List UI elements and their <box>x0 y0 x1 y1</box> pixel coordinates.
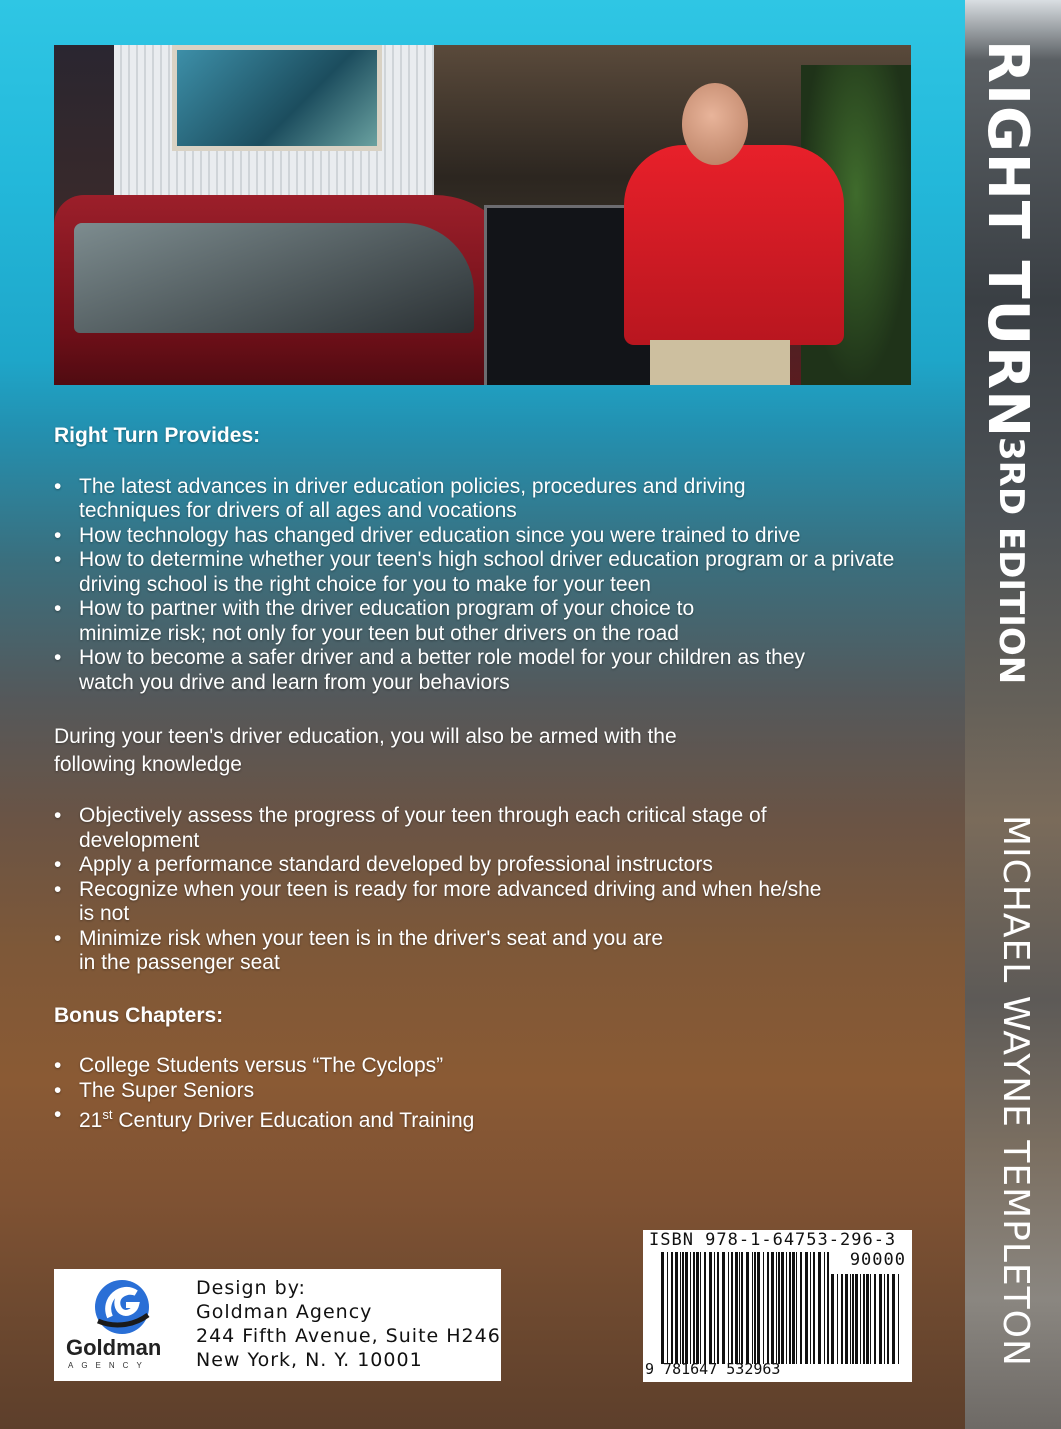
bonus-heading: Bonus Chapters: <box>54 1003 224 1027</box>
barcode-bar <box>680 1252 681 1364</box>
bonus-item-suffix: st <box>102 1107 113 1122</box>
designer-box <box>54 1269 501 1381</box>
barcode-bar <box>870 1274 871 1364</box>
barcode-bar <box>661 1252 664 1364</box>
barcode-bar <box>709 1252 712 1364</box>
knowledge-intro: During your teen's driver education, you will also be armed with the following knowledge <box>54 725 677 776</box>
barcode-bar <box>800 1252 802 1364</box>
list-item: • How to determine whether your teen's high school driver education program or a private driving school is the right choice for you to make for your teen <box>54 548 934 597</box>
barcode-bar <box>792 1252 795 1364</box>
barcode-bar <box>767 1252 769 1364</box>
barcode-bar <box>892 1274 895 1364</box>
barcode-bar <box>860 1274 861 1364</box>
designer-label: Design by: <box>196 1277 306 1299</box>
barcode-bar <box>682 1252 684 1364</box>
barcode-bar <box>728 1252 729 1364</box>
photo-person-legs <box>650 340 790 385</box>
barcode-bar <box>771 1252 774 1364</box>
barcode-bar <box>850 1274 851 1364</box>
list-item: • The latest advances in driver education policies, procedures and driving techniques for drivers of all ages and vocations <box>54 475 934 524</box>
barcode-bar <box>700 1252 701 1364</box>
barcode-bar <box>675 1252 678 1364</box>
barcode-bar <box>735 1252 738 1364</box>
barcode-bar <box>704 1252 706 1364</box>
barcode-bar <box>741 1252 743 1364</box>
barcode-bar <box>831 1274 834 1364</box>
photo-person <box>624 145 844 345</box>
barcode-bar <box>866 1274 869 1364</box>
spine-title <box>975 40 1040 438</box>
bonus-list <box>54 1054 934 1134</box>
barcode-graphic <box>661 1252 831 1364</box>
list-item <box>54 1103 934 1134</box>
price-barcode-graphic <box>831 1274 901 1364</box>
list-item: • Apply a performance standard developed by professional instructors <box>54 853 934 878</box>
barcode-bar <box>685 1252 688 1364</box>
barcode-bar <box>696 1252 699 1364</box>
barcode-bar <box>813 1252 815 1364</box>
list-item: • College Students versus “The Cyclops” <box>54 1054 934 1079</box>
description <box>54 424 934 1134</box>
designer-address1: 244 Fifth Avenue, Suite H246 <box>196 1325 501 1347</box>
barcode-bar <box>690 1252 691 1364</box>
list-item: • How to become a safer driver and a better role model for your children as they watch you drive and learn from your behaviors <box>54 646 934 695</box>
barcode-bar <box>693 1252 695 1364</box>
logo-subtitle: AGENCY <box>68 1361 150 1370</box>
barcode-bar <box>796 1252 797 1364</box>
barcode-bar <box>810 1252 811 1364</box>
barcode-bar <box>852 1274 854 1364</box>
barcode-bar <box>781 1252 784 1364</box>
designer-info <box>196 1276 501 1372</box>
spine-edition: 3RD EDITION <box>991 437 1031 685</box>
list-item: • Minimize risk when your teen is in the driver's seat and you are in the passenger seat <box>54 927 934 976</box>
isbn-text: ISBN 978-1-64753-296-3 <box>649 1230 897 1250</box>
barcode-bar <box>837 1274 838 1364</box>
barcode-bar <box>841 1274 843 1364</box>
barcode-bar <box>763 1252 764 1364</box>
designer-name: Goldman Agency <box>196 1301 373 1323</box>
author-photo <box>54 45 911 385</box>
barcode-bar <box>786 1252 787 1364</box>
list-item: • Recognize when your teen is ready for more advanced driving and when he/she is not <box>54 878 934 927</box>
barcode-bar <box>746 1252 749 1364</box>
barcode-bar <box>898 1274 899 1364</box>
photo-car-window <box>74 223 474 333</box>
list-item: • How to partner with the driver education program of your choice to minimize risk; not only for your teen but other drivers on the road <box>54 597 934 646</box>
barcode-digits: 9 781647 532963 <box>645 1360 781 1378</box>
barcode-bar <box>714 1252 715 1364</box>
barcode-bar <box>752 1252 753 1364</box>
barcode-bar <box>863 1274 865 1364</box>
list-item: • The Super Seniors <box>54 1079 934 1104</box>
photo-tv <box>172 45 382 151</box>
designer-address2: New York, N. Y. 10001 <box>196 1349 423 1371</box>
list-item: • How technology has changed driver education since you were trained to drive <box>54 524 934 549</box>
barcode-bar <box>757 1252 760 1364</box>
barcode-bar <box>824 1252 825 1364</box>
barcode-bar <box>887 1274 889 1364</box>
barcode-bar <box>739 1252 740 1364</box>
bonus-item-number: 21 <box>79 1109 103 1132</box>
barcode-bar <box>671 1252 673 1364</box>
barcode-bar <box>879 1274 882 1364</box>
barcode-bar <box>667 1252 668 1364</box>
goldman-logo-icon <box>92 1277 152 1337</box>
barcode-bar <box>789 1252 791 1364</box>
bonus-item-text: Century Driver Education and Training <box>112 1109 475 1132</box>
barcode-bar <box>754 1252 756 1364</box>
barcode-bar <box>731 1252 733 1364</box>
knowledge-list <box>54 804 934 976</box>
barcode-box <box>643 1230 912 1382</box>
price-code: 90000 <box>849 1250 906 1270</box>
logo-name: Goldman <box>66 1335 162 1360</box>
barcode-bar <box>884 1274 885 1364</box>
barcode-bar <box>805 1252 808 1364</box>
list-item: • Objectively assess the progress of your teen through each critical stage of development <box>54 804 934 853</box>
barcode-bar <box>776 1252 777 1364</box>
barcode-bar <box>818 1252 821 1364</box>
barcode-bar <box>855 1274 858 1364</box>
spine-title-text: RIGHT TURN <box>975 40 1040 439</box>
barcode-bar <box>827 1252 829 1364</box>
barcode-bar <box>845 1274 848 1364</box>
barcode-bar <box>722 1252 725 1364</box>
spine-author: MICHAEL WAYNE TEMPLETON <box>995 815 1036 1367</box>
barcode-bar <box>717 1252 719 1364</box>
photo-person-head <box>682 83 748 165</box>
provides-list <box>54 475 934 696</box>
barcode-bar <box>874 1274 876 1364</box>
provides-heading: Right Turn Provides: <box>54 424 261 447</box>
barcode-bar <box>778 1252 780 1364</box>
